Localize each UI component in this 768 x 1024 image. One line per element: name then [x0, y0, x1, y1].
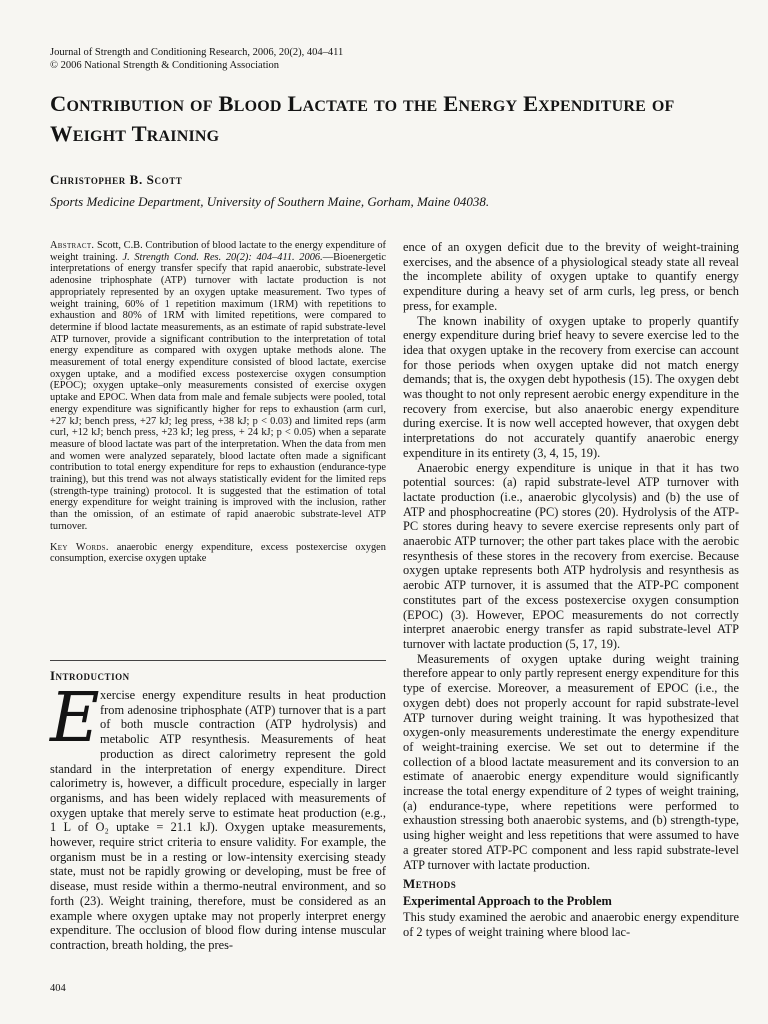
keywords-label: Key Words. — [50, 541, 109, 553]
drop-cap: E — [50, 679, 100, 758]
article-title: Contribution of Blood Lactate to the Energy Expenditure of Weight Training — [50, 91, 675, 146]
intro-paragraph — [50, 679, 386, 953]
author-name: Christopher B. Scott — [50, 172, 183, 187]
left-column — [50, 240, 386, 565]
right-paragraph-2: The known inability of oxygen uptake to properly quantify energy expenditure during brief heavy to severe exercise led to the idea that oxygen uptake in the recovery from exercise can account for those periods when oxygen uptake did not match energy demands; that is, the oxygen debt hypothesis (15). The oxygen debt was thought to not only represent aerobic energy expenditure in the recovery from exercise, but also anaerobic energy expenditure during exercise. It is now well accepted however, that oxygen debt interpretations do not accurately quantify anaerobic energy expenditure in its entirety (3, 4, 15, 19). — [403, 313, 739, 460]
methods-heading: Methods — [403, 876, 457, 892]
abstract-citation: Scott, C.B. Contribution of blood lactate to the energy expenditure of weight training. — [50, 240, 386, 263]
author-affiliation: Sports Medicine Department, University of Southern Maine, Gorham, Maine 04038. — [50, 194, 490, 209]
abstract — [50, 240, 386, 533]
right-paragraph-3: Anaerobic energy expenditure is unique in that it has two potential sources: (a) rapid substrate-level ATP turnover with lactate production (i.e., anaerobic glycolysis) and (b) the use of ATP and phosphocreatine (PC) stores (20). Hydrolysis of the ATP-PC stores during heavy to severe exercise represents only part of anaerobic ATP turnover; the other part takes place with the aerobic resynthesis of these stores in the recovery from exercise. Because oxygen uptake represents both ATP hydrolysis and resynthesis as aerobic ATP turnover, it is assumed that the ATP-PC component constitutes part of the excess postexercise oxygen consumption (EPOC) (3). However, EPOC measurements do not correctly interpret anaerobic energy transfer as rapid substrate-level ATP turnover with lactate production (5, 17, 19). — [403, 460, 739, 651]
intro-text: xercise energy expenditure results in heat production from adenosine triphosphate (ATP) turnover that is a part of both muscle contraction (ATP hydrolysis) and metabolic ATP resynthesis. Measurements of heat production as direct calorimetry represent the gold standard in the interpretation of energy expenditure. Direct calorimetry is, however, a difficult procedure, especially in larger organisms, and has been widely replaced with measurements of oxygen uptake that merely serve to estimate heat production (e.g., 1 L of O₂ uptake = 21.1 kJ). Oxygen uptake measurements, however, require strict criteria to ensure validity. For example, the organism must be in a resting or low-intensity exercising steady state, must not be rapidly growing or developing, must be free of disease, must reside within a thermo-neutral environment, and so forth (23). Weight training, therefore, must be considered as an example where oxygen uptake may not properly interpret energy expenditure. The occlusion of blood flow during intense muscular contraction, breath holding, the pres- — [50, 688, 386, 952]
abstract-body: —Bioenergetic interpretations of energy transfer specify that rapid anaerobic, substrate-level adenosine triphosphate (ATP) turnover with lactate production is not appropriately represented by an oxygen uptake measurement. Two types of weight training, 60% of 1 repetition maximum (1RM) with repetitions to exhaustion and 80% of 1RM with limited repetitions, were compared to determine if blood lactate measurements, as an estimate of rapid substrate-level ATP turnover, provide a significant contribution to the interpretation of total energy expenditure as compared with oxygen uptake methods alone. The measurement of total energy expenditure consisted of blood lactate, exercise oxygen uptake, and a modified excess postexercise oxygen consumption (EPOC); oxygen uptake–only measurements consisted of exercise oxygen uptake and EPOC. When data from male and female subjects were pooled, total energy expenditure was significantly higher for reps to exhaustion (arm curl, +27 kJ; bench press, +27 kJ; leg press, +38 kJ; p < 0.03) and limited reps (arm curl, +12 kJ; bench press, +23 kJ; leg press, + 24 kJ; p < 0.05) when a separate measure of blood lactate was part of the interpretation. When the data from men and women were analyzed separately, blood lactate often made a significant contribution to total energy expenditure for reps to exhaustion (endurance-type training), but this trend was not always statistically evident for the limited reps (strength-type training) protocol. It is suggested that the estimation of total energy expenditure for weight training is improved with the inclusion, rather than the omission, of an estimate of rapid anaerobic substrate-level ATP turnover. — [50, 251, 386, 532]
abstract-label: Abstract. — [50, 240, 95, 251]
methods-subheading: Experimental Approach to the Problem — [403, 894, 612, 909]
keywords-text: anaerobic energy expenditure, excess postexercise oxygen consumption, exercise oxygen uptake — [50, 541, 386, 565]
intro-heading: Introduction — [50, 668, 130, 683]
right-column — [403, 240, 739, 939]
methods-paragraph: This study examined the aerobic and anaerobic energy expenditure of 2 types of weight training where blood lac- — [403, 909, 739, 939]
journal-copyright: © 2006 National Strength & Conditioning Association — [50, 59, 280, 71]
right-paragraph-1: ence of an oxygen deficit due to the brevity of weight-training exercises, and the absence of a physiological steady state all reveal the incomplete ability of oxygen uptake to quantify energy expenditure during a heavy set of arm curls, leg press, or bench press, for example. — [403, 240, 739, 313]
keywords — [50, 542, 386, 565]
journal-citation: Journal of Strength and Conditioning Research, 2006, 20(2), 404–411 — [50, 47, 344, 58]
journal-header — [50, 47, 343, 72]
page-number: 404 — [50, 983, 66, 994]
abstract-journal: J. Strength Cond. Res. 20(2): 404–411. 2006. — [122, 251, 323, 263]
right-paragraph-4: Measurements of oxygen uptake during weight training therefore appear to only partly represent energy expenditure for this type of exercise. Moreover, a measurement of EPOC (i.e., the oxygen debt) does not properly account for rapid substrate-level ATP turnover during weight training. It was hypothesized that oxygen-only measurements underestimate the energy expenditure of weight-training exercise. We set out to determine if the collection of a blood lactate measurement and its conversion to an estimate of anaerobic energy expenditure would significantly increase the total energy expenditure of 2 types of weight training, (a) endurance-type, where repetitions were performed to exhaustion stressing both anaerobic systems, and (b) strength-type, using higher weight and less repetitions that were assumed to have a greater stored ATP-PC component and less rapid substrate-level ATP turnover with lactate production. — [403, 651, 739, 872]
section-rule — [50, 660, 386, 661]
